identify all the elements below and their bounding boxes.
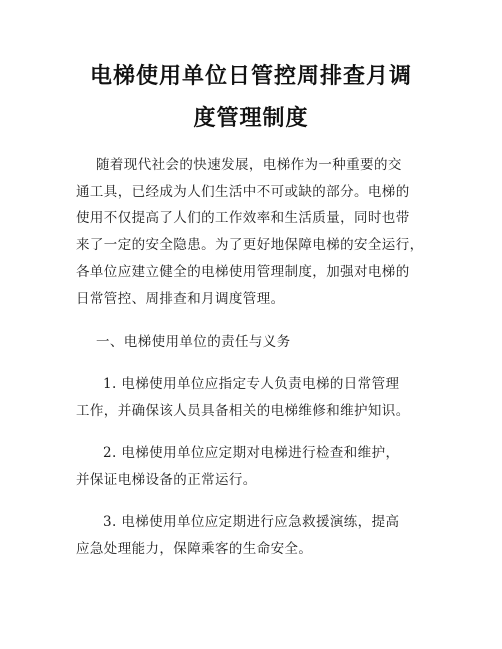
intro-line-4: 来了一定的安全隐患。为了更好地保障电梯的安全运行， [76, 237, 424, 253]
section-heading-responsibilities: 一、电梯使用单位的责任与义务 [96, 334, 291, 350]
item-3-line-1: 3. 电梯使用单位应定期进行应急救援演练，提高 [103, 514, 400, 530]
intro-line-5: 各单位应建立健全的电梯使用管理制度，加强对电梯的 [76, 264, 410, 280]
item-1-line-1: 1. 电梯使用单位应指定专人负责电梯的日常管理 [103, 376, 400, 392]
intro-line-6: 日常管控、周排查和月调度管理。 [76, 291, 285, 307]
item-2-line-1: 2. 电梯使用单位应定期对电梯进行检查和维护， [103, 445, 400, 461]
document-title-line-2: 度管理制度 [193, 106, 309, 131]
item-1-line-2: 工作，并确保该人员具备相关的电梯维修和维护知识。 [76, 403, 410, 419]
item-3-line-2: 应急处理能力，保障乘客的生命安全。 [76, 541, 313, 557]
intro-line-2: 通工具，已经成为人们生活中不可或缺的部分。电梯的 [76, 184, 410, 200]
item-2-line-2: 并保证电梯设备的正常运行。 [76, 472, 257, 488]
intro-line-3: 使用不仅提高了人们的工作效率和生活质量，同时也带 [76, 210, 410, 226]
document-title-line-1: 电梯使用单位日管控周排查月调 [89, 64, 412, 89]
intro-line-1: 随着现代社会的快速发展，电梯作为一种重要的交 [96, 157, 402, 173]
